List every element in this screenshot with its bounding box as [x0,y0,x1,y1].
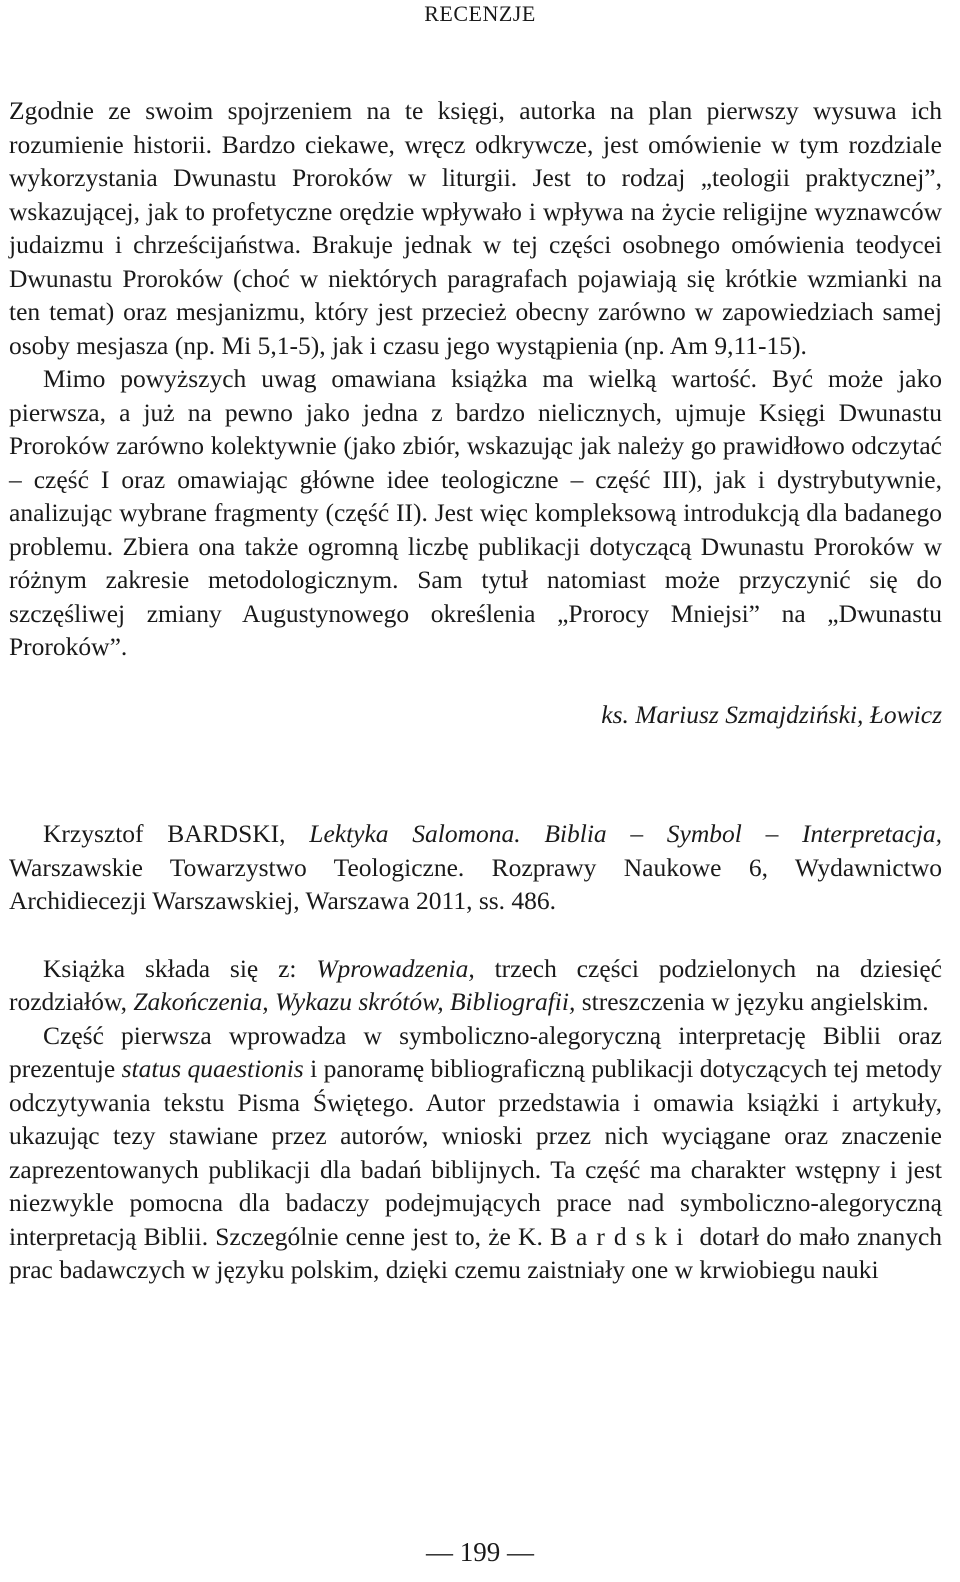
review2-bibliographic-entry [9,817,942,918]
review1-paragraph-1: Zgodnie ze swoim spojrzeniem na te księgi, autorka na plan pierwszy wysuwa ich rozumienie historii. Bardzo ciekawe, wręcz odkrywcze, jest omówienie w tym rozdziale wykorzystania Dwunastu Proroków w liturgii. Jest to rodzaj „teologii praktycznej”, wskazującej, jak to profetyczne orędzie wpływało i wpływa na życie religijne wyznawców judaizmu i chrześcijaństwa. Brakuje jednak w tej części osobnego omówienia teodycei Dwunastu Proroków (choć w niektórych paragrafach pojawiają się krótkie wzmianki na ten temat) oraz mesjanizmu, który jest przecież obecny zarówno w zapowiedziach samej osoby mesjasza (np. Mi 5,1-5), jak i czasu jego wystąpienia (np. Am 9,11-15). [9,96,942,360]
spaced-author-name: Bardski [550,1221,693,1251]
running-head: RECENZJE [424,1,536,26]
review2-paragraph-1: Książka składa się z: Wprowadzenia, trzech części podzielonych na dziesięć rozdziałów, Zakończenia, Wykazu skrótów, Bibliografii, streszczenia w języku angielskim. [9,953,942,1016]
review2-paragraph-2: Część pierwsza wprowadza w symboliczno-alegoryczną interpretację Biblii oraz prezentuje status quaestionis i panoramę bibliograficzną publikacji dotyczących tej metody odczytywania tekstu Pisma Świętego. Autor przedstawia i omawia książki i artykuły, ukazując tezy stawiane przez autorów, wnioski przez nich wyciągane oraz znaczenie zaprezentowanych publikacji dla badań biblijnych. Ta część ma charakter wstępny i jest niezwykle pomocna dla badaczy podejmujących prace nad symboliczno-alegoryczną interpretacją Biblii. Szczególnie cenne jest to, że K. Bardski dotarł do mało znanych prac badawczych w języku polskim, dzięki czemu zaistniały one w krwiobiegu nauki [9,1020,943,1284]
review1-signature: ks. Mariusz Szmajdziński, Łowicz [601,699,942,729]
page-number: — 199 — [426,1537,534,1567]
book-title: Lektyka Salomona. Biblia – Symbol – Interpretacja, [309,819,942,848]
book-author: Krzysztof BARDSKI, [43,819,286,848]
book-publication: Warszawskie Towarzystwo Teologiczne. Rozprawy Naukowe 6, Wydawnictwo Archidiecezji Warszawskiej, Warszawa 2011, ss. 486. [9,852,942,915]
review1-paragraph-2: Mimo powyższych uwag omawiana książka ma wielką wartość. Być może jako pierwsza, a już na pewno jako jedna z bardzo nielicznych, ujmuje Księgi Dwunastu Proroków zarówno kolektywnie (jako zbiór, wskazując jak należy go prawidłowo odczytać – część I oraz omawiając główne idee teologiczne – część III), jak i dystrybutywnie, analizując wybrane fragmenty (część II). Jest więc kompleksową introdukcją dla badanego problemu. Zbiera ona także ogromną liczbę publikacji dotyczącą Dwunastu Proroków w różnym zakresie metodologicznym. Sam tytuł natomiast może przyczynić się do szczęśliwej zmiany Augustynowego określenia „Prorocy Mniejsi” na „Dwunastu Proroków”. [9,364,942,661]
body-text [9,94,942,1287]
